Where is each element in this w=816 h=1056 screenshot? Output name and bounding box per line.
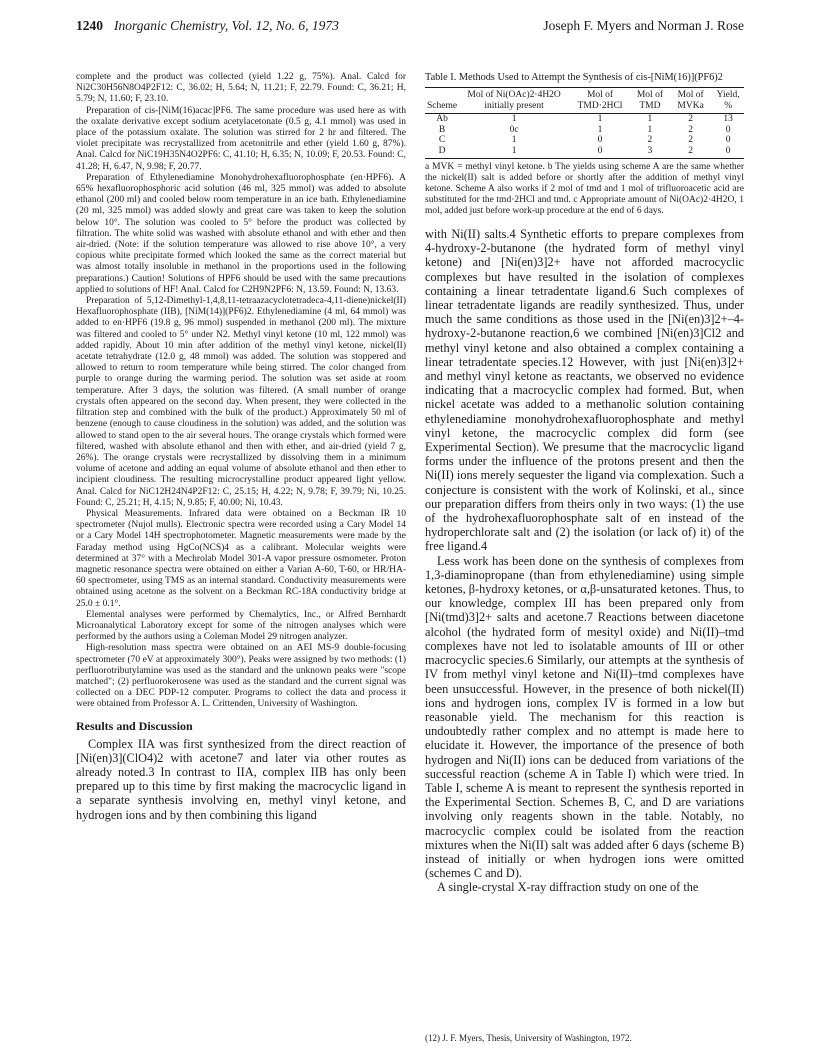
discussion-text [76,737,406,822]
table-cell: 0 [712,146,744,159]
table-cell: 1 [597,114,603,124]
table-cell: C [438,135,446,145]
column-header: Scheme [425,88,459,114]
table-cell: 2 [647,135,653,145]
table-row [425,135,744,146]
table-cell: D [425,146,459,159]
table-row [425,146,744,159]
paragraph: Less work has been done on the synthesis of complexes from 1,3-diaminopropane (than from ethylenediamine) using simple ketones, β-hydroxy ketones, or α,β-unsaturated ketones. Thus, to our knowledge, complex III has been prepared only from [Ni(tmd)3]2+ salts and acetone.7 Reactions between diacetone alcohol (the hydrated form of mesityl oxide) and Ni(II)–tmd complexes have not led to isolatable amounts of III or other macrocyclic species.6 Similarly, our attempts at the synthesis of IV from methyl vinyl ketone and Ni(II)–tmd complexes have been unsuccessful. However, in the presence of both nickel(II) ions and hydrogen ions, complex IV is formed in a low but reasonable yield. The mechanism for this reaction is undoubtedly rather complex and no attempt is made here to elucidate it. However, the importance of the presence of both hydrogen and Ni(II) ions can be deduced from variations of the successful reaction (scheme A in Table I) which were tried. In Table I, scheme A is meant to represent the synthesis reported in the Experimental Section. Schemes B, C, and D are variations involving only reagents shown in the table. Notably, no macrocyclic complex could be isolated from the reaction mixtures when the Ni(II) salt was added after 6 days (scheme B) instead of initially or when hydrogen ions were omitted (schemes C and D). [425,553,744,881]
table-cell: 0 [725,124,731,135]
paragraph: Elemental analyses were performed by Chemalytics, Inc., or Alfred Bernhardt Microanalytical Laboratory except for some of the nitrogen analyses which were performed by the authors using a Coleman Model 29 nitrogen analyzer. [76,609,406,643]
paragraph: Preparation of Ethylenediamine Monohydrohexafluorophosphate (en·HPF6). A 65% hexafluorophosphoric acid solution (46 ml, 325 mmol) was added to absolute ethanol (200 ml) and cooled below room temperature in an ice bath. Ethylenediamine (20 ml, 325 mmol) was added slowly and great care was taken to keep the solution below 10°. The solution was cooled to 5° before the product was collected by filtration. The white solid was washed with absolute ethanol and with ether and then air-dried. (Note: if the solution temperature was allowed to rise above 10°, a very copious white precipitate formed which looked the same as the correct material but was almost totally insoluble in methanol in the proportions used in the following preparations.) Caution! Solutions of HPF6 should be used with the same precautions applied to solutions of HF! Anal. Calcd for C2H9N2PF6: N, 13.59. Found: N, 13.63. [76,172,406,295]
right-column [425,72,744,895]
journal-citation: Inorganic Chemistry, Vol. 12, No. 6, 1973 [114,18,339,33]
table-cell: 2 [688,124,693,135]
discussion-text [425,227,744,895]
table-cell: 3 [631,146,669,159]
page-number: 1240 [76,18,103,33]
table-footnotes: a MVK = methyl vinyl ketone. b The yields using scheme A are the same whether the nickel(II) salt is added before or shortly after the addition of methyl vinyl ketone. Scheme A also works if 2 mol of tmd and 1 mol of trifluoroacetic acid are substituted for the tmd·2HCl and tmd. c Appropriate amount of Ni(OAc)2·4H2O, 1 mol, added just before work-up procedure at the end of 6 days. [425,162,744,216]
column-header: Mol of Ni(OAc)2·4H2O initially present [459,88,569,114]
table-cell: 1 [511,135,517,145]
table-cell: 1 [459,146,569,159]
table-cell: 2 [688,114,693,124]
paragraph: Complex IIA was first synthesized from the direct reaction of [Ni(en)3](ClO4)2 with acetone7 and later via other routes as already noted.3 In contrast to IIA, complex IIB has only been prepared up to this time by first making the macrocyclic ligand in a separate synthesis involving en, methyl vinyl ketone, and hydrogen ions and by then combining this ligand [76,736,406,822]
table-cell: 1 [511,114,517,124]
running-authors: Joseph F. Myers and Norman J. Rose [543,18,744,33]
paragraph: Preparation of cis-[NiM(16)acac]PF6. The same procedure was used here as with the oxalate derivative except sodium acetylacetonate (0.5 g, 4.1 mmol) was used in place of the potassium oxalate. The solution was stirred for 2 hr and filtered. The violet precipitate was recrystallized from acetonitrile and ether (yield 1.60 g, 87%). Anal. Calcd for NiC19H35N4O2PF6: C, 41.10; H, 6.35; N, 10.09; F, 20.53. Found: C, 41.28; H, 6.47, N, 9.98; F, 20.77. [76,105,406,172]
table-cell: 1 [647,124,653,135]
column-header: Yield, % [712,88,744,114]
table-caption: Table I. Methods Used to Attempt the Synthesis of cis-[NiM(16)](PF6)2 [425,72,723,83]
table-cell: 0 [569,146,631,159]
footnote: (12) J. F. Myers, Thesis, University of Washington, 1972. [425,1033,632,1043]
table-cell: B [438,124,446,135]
table-cell: 0 [725,135,731,145]
table-block [425,72,744,217]
table-cell: 1 [597,124,603,135]
table-cell: 0c [509,124,519,135]
paragraph: A single-crystal X-ray diffraction study on one of the [437,880,699,895]
table-cell: Ab [436,114,448,124]
paragraph: Physical Measurements. Infrared data were obtained on a Beckman IR 10 spectrometer (Nujol mulls). Electronic spectra were recorded using a Cary Model 14 or a Cary Model 14H spectrophotometer. Magnetic measurements were made by the Faraday method using HgCo(NCS)4 as a calibrant. Molecular weights were determined at 37° with a Mechrolab Model 301-A vapor pressure osmometer. Proton magnetic resonance spectra were obtained on either a Varian A-60, T-60, or HR/HA-60 spectrometer, using TMS as an internal standard. Conductivity measurements were obtained using acetone as the solvent on a Beckman RC-18A conductivity bridge at 25.0 ± 0.1°. [76,508,406,609]
table-cell: 13 [723,114,733,124]
table-row [425,125,744,136]
column-header: Mol of MVKa [669,88,712,114]
data-table [425,87,744,159]
table-cell: 2 [669,146,712,159]
column-header: Mol of TMD [631,88,669,114]
paragraph: High-resolution mass spectra were obtained on an AEI MS-9 double-focusing spectrometer (70 eV at approximately 300°). Peaks were assigned by two methods: (1) perfluorotributylamine was used as the standard and the unknown peaks were "scope matched"; (2) perfluorokerosene was used as the standard and the current signal was collected on a DEC PDP-12 computer. Programs to collect the data and process it were obtained from Professor A. L. Crittenden, University of Washington. [76,643,406,710]
table-cell: 1 [647,114,653,124]
paragraph: with Ni(II) salts.4 Synthetic efforts to prepare complexes from 4-hydroxy-2-butanone (the hydrated form of methyl vinyl ketone) and [Ni(en)3]2+ have not afforded macrocyclic complexes but have resulted in the isolation of complexes containing a linear tetradentate ligand.6 Such complexes of linear tetradentate ligands are readily synthesized. Thus, under much the same conditions as those used in the [Ni(en)3]2+–4-hydroxy-2-butanone reaction,6 we combined [Ni(en)3]Cl2 and methyl vinyl ketone and also obtained a complex containing a linear tetradentate species.12 However, with just [Ni(en)3]2+ and methyl vinyl ketone as reactants, we observed no evidence indicating that a macrocyclic complex had formed. But, when nickel acetate was added to a methanolic solution containing ethylenediamine monohydrohexafluorophosphate and methyl vinyl ketone, the macrocyclic complex did form (see Experimental Section). We presume that the macrocyclic ligand forms under the influence of the protons present and then the Ni(II) ions merely sequester the ligand via complexation. Such a conjecture is consistent with the work of Kolinski, et al., since our preparation differs from theirs only in two ways: (1) the use of the hydrohexafluorophosphate salt of en instead of the hydroperchlorate salt and (2) the isolation (or lack of) it) of the free ligand.4 [425,227,744,554]
paragraph: complete and the product was collected (yield 1.22 g, 75%). Anal. Calcd for Ni2C30H56N8O4P2F12: C, 36.02; H, 5.64; N, 11.21; F, 22.79. Found: C, 36.21; H, 5.79; N, 11.60; F, 23.10. [76,72,406,105]
table-cell: 2 [688,135,693,145]
experimental-text [76,72,406,711]
paragraph: Preparation of 5,12-Dimethyl-1,4,8,11-tetraazacyclotetradeca-4,11-diene)nickel(II) Hexafluorophosphate (IIB), [NiM(14)](PF6)2. Ethylenediamine (4 ml, 64 mmol) was added to en·HPF6 (19.8 g, 96 mmol) suspended in methanol (200 ml). The mixture was filtered and cooled to 5° under N2. Methyl vinyl ketone (10 ml, 122 mmol) was added rapidly. About 10 min after addition of the methyl vinyl ketone, nickel(II) acetate tetrahydrate (12.0 g, 48 mmol) was added. The solution was stoppered and allowed to return to room temperature while being stirred. The color changed from purple to orange during the warming period. The solution was set aside at room temperature. After 3 days, the solution was filtered. (A small number of orange crystals often appeared on the second day. When present, they were collected in the filtration step and combined with the bulk of the product.) Approximately 50 ml of benzene (enough to cause cloudiness in the solution) was added, and the solution was allowed to stand open to the air several hours. The orange crystals which formed were filtered, washed with absolute ethanol and then with ether, and air-dried (yield 7 g, 26%). The orange crystals were recrystallized by dissolving them in a minimum volume of acetone and adding an equal volume of absolute ethanol and then ether to incipient cloudiness. The resulting microcrystalline product appeared light yellow. Anal. Calcd for NiC12H24N4P2F12: C, 25.15; H, 4.22; N, 9.78; F, 39.79; Ni, 10.25. Found: C, 25.21; H, 4.15; N, 9.85; F, 40.00; Ni, 10.43. [76,296,406,508]
table-cell: 0 [597,135,603,145]
page-header [76,18,744,38]
left-column [76,72,406,822]
table-row [425,114,744,125]
section-heading: Results and Discussion [76,718,193,733]
column-header: Mol of TMD·2HCl [569,88,631,114]
